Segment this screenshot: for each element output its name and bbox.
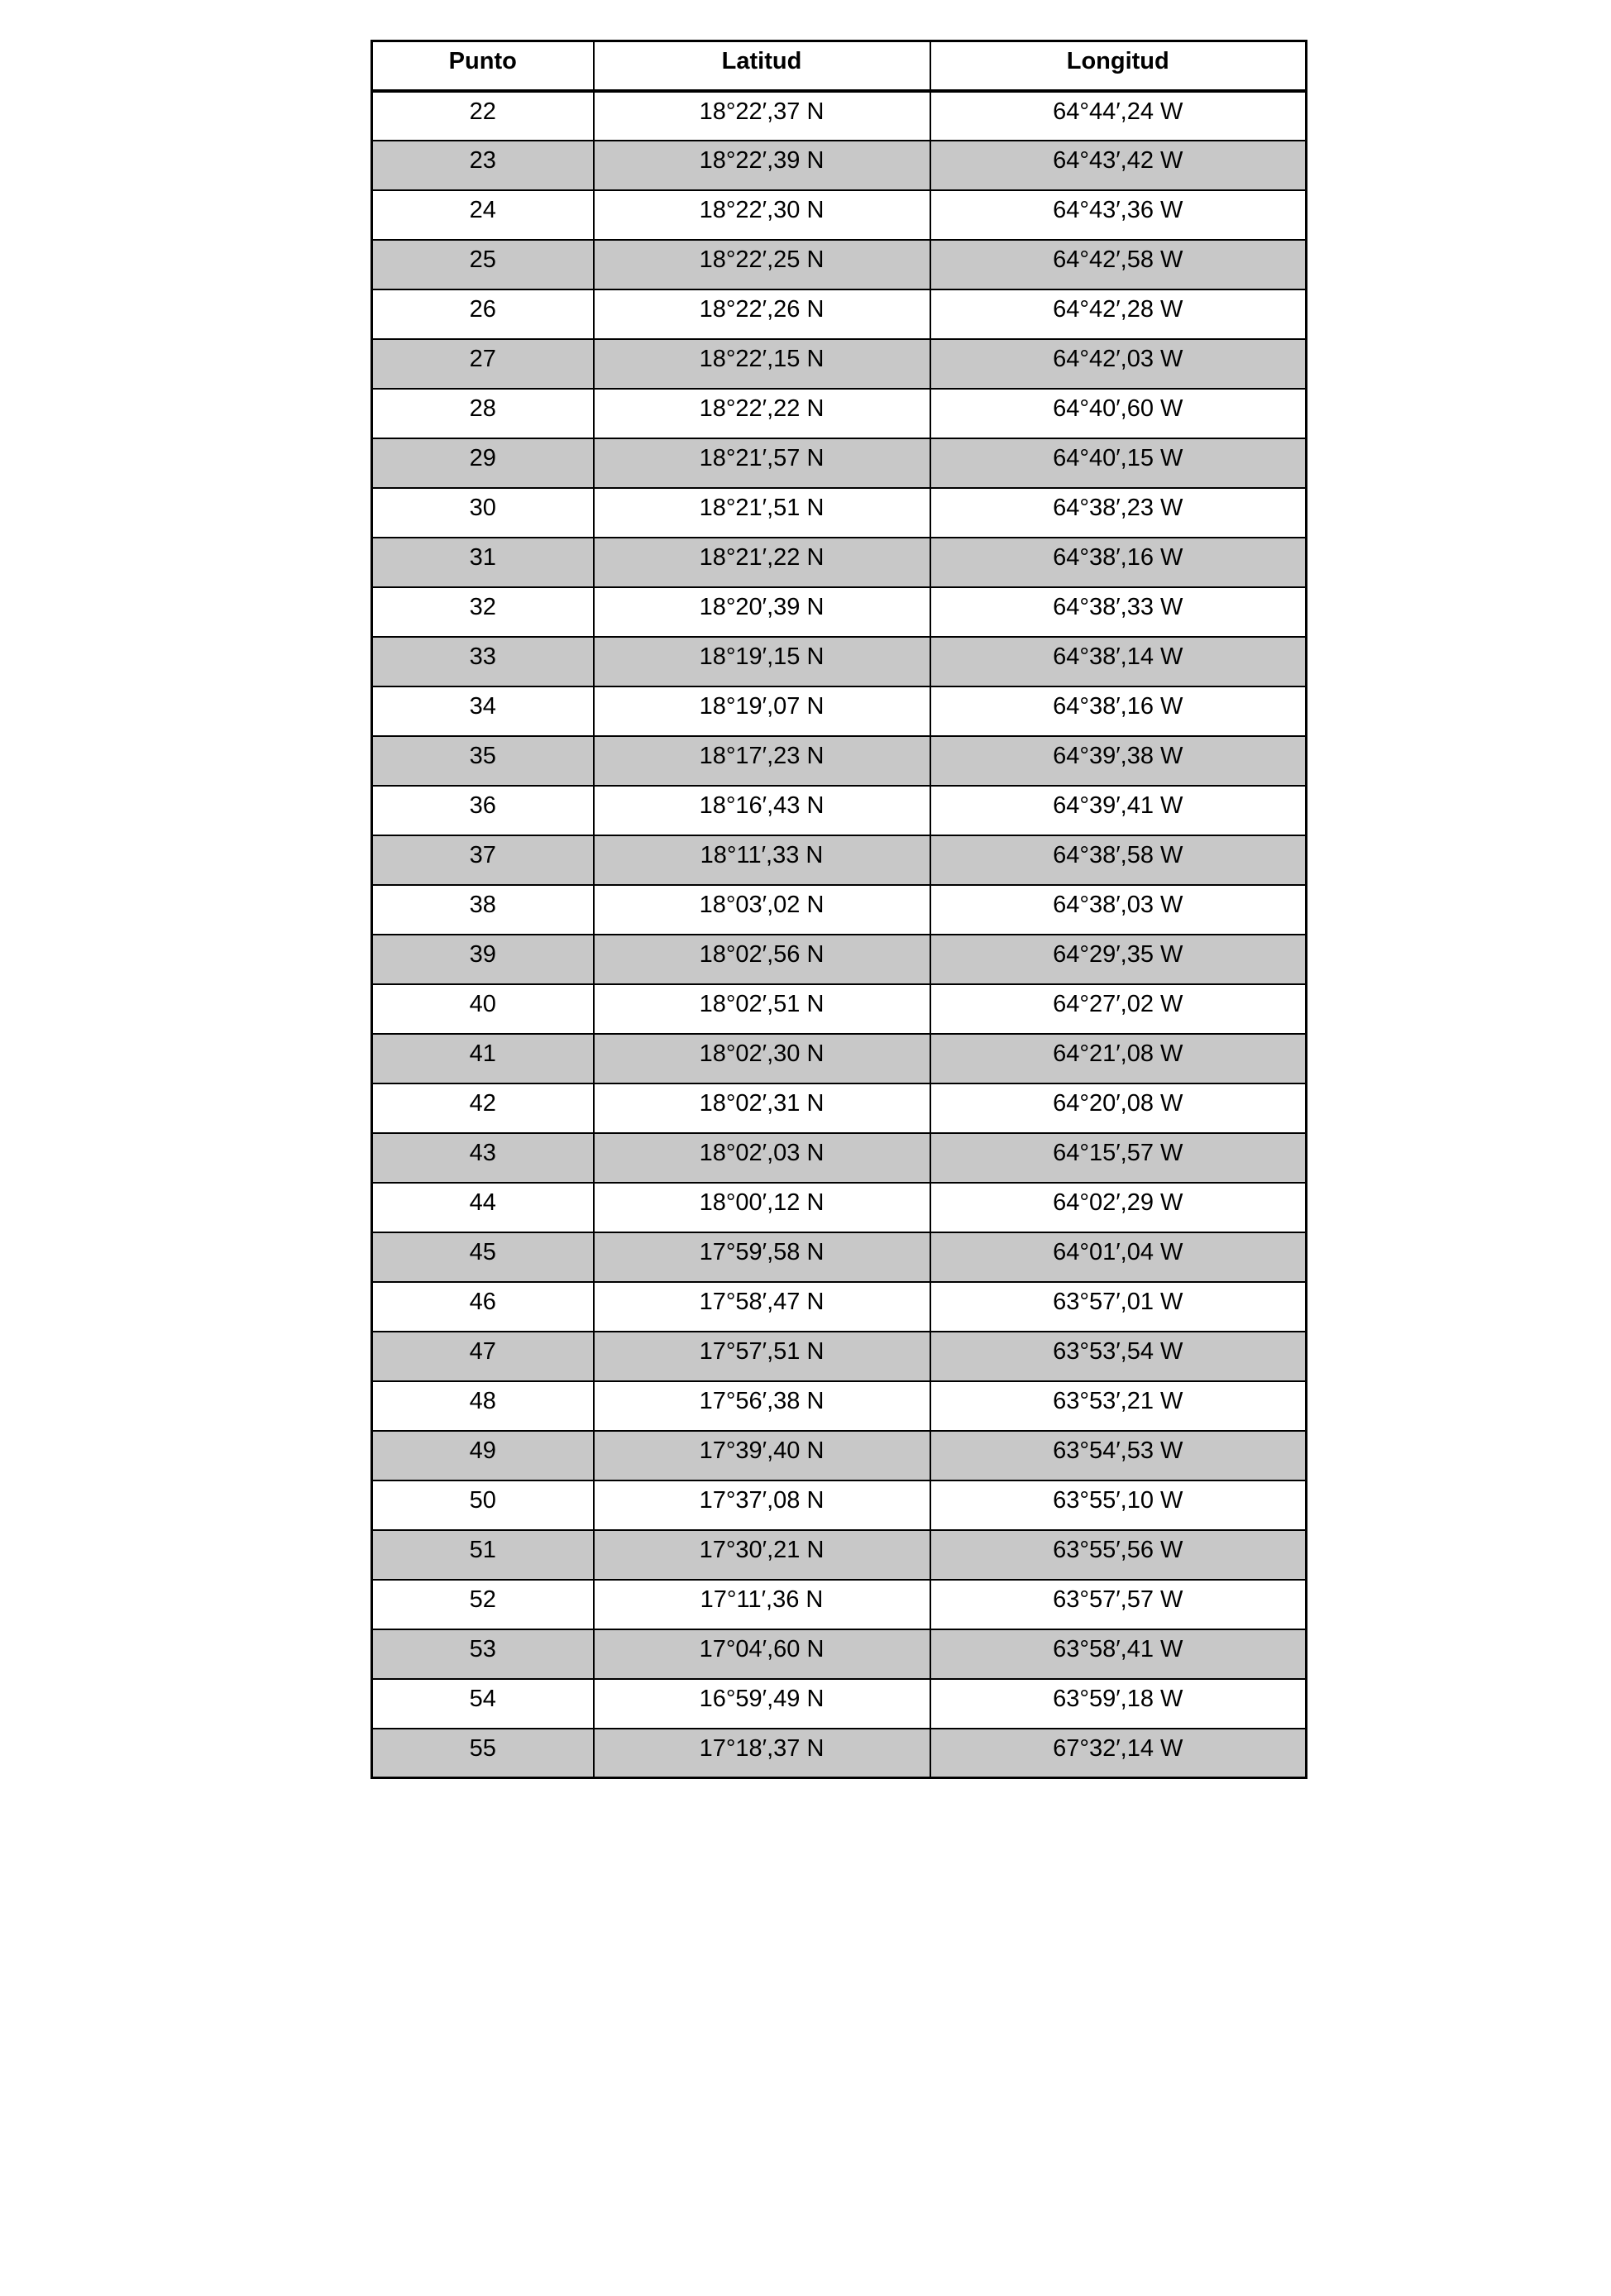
punto-cell: 43 [372, 1133, 594, 1183]
longitud-cell: 63°58′,41 W [930, 1629, 1307, 1679]
table-row [372, 637, 1307, 686]
column-header-punto: Punto [372, 41, 594, 91]
longitud-cell: 64°42′,28 W [930, 289, 1307, 339]
latitud-cell: 17°56′,38 N [594, 1381, 930, 1431]
punto-cell: 52 [372, 1580, 594, 1629]
table-row [372, 1183, 1307, 1232]
table-row [372, 1083, 1307, 1133]
longitud-cell: 64°29′,35 W [930, 935, 1307, 984]
punto-cell: 36 [372, 786, 594, 835]
latitud-cell: 18°22′,39 N [594, 141, 930, 190]
punto-cell: 48 [372, 1381, 594, 1431]
longitud-cell: 64°38′,23 W [930, 488, 1307, 538]
longitud-cell: 63°57′,57 W [930, 1580, 1307, 1629]
longitud-cell: 64°38′,16 W [930, 686, 1307, 736]
latitud-cell: 18°21′,51 N [594, 488, 930, 538]
punto-cell: 55 [372, 1729, 594, 1778]
longitud-cell: 63°57′,01 W [930, 1282, 1307, 1332]
punto-cell: 30 [372, 488, 594, 538]
longitud-cell: 64°02′,29 W [930, 1183, 1307, 1232]
latitud-cell: 17°30′,21 N [594, 1530, 930, 1580]
latitud-cell: 18°02′,51 N [594, 984, 930, 1034]
latitud-cell: 17°11′,36 N [594, 1580, 930, 1629]
latitud-cell: 17°04′,60 N [594, 1629, 930, 1679]
longitud-cell: 64°43′,36 W [930, 190, 1307, 240]
punto-cell: 32 [372, 587, 594, 637]
latitud-cell: 18°19′,15 N [594, 637, 930, 686]
latitud-cell: 17°37′,08 N [594, 1480, 930, 1530]
table-row [372, 1332, 1307, 1381]
table-row [372, 91, 1307, 141]
table-row [372, 1381, 1307, 1431]
longitud-cell: 63°53′,54 W [930, 1332, 1307, 1381]
longitud-cell: 64°38′,03 W [930, 885, 1307, 935]
table-row [372, 587, 1307, 637]
longitud-cell: 67°32′,14 W [930, 1729, 1307, 1778]
table-row [372, 1232, 1307, 1282]
latitud-cell: 18°00′,12 N [594, 1183, 930, 1232]
table-row [372, 736, 1307, 786]
table-row [372, 1133, 1307, 1183]
longitud-cell: 64°39′,41 W [930, 786, 1307, 835]
punto-cell: 37 [372, 835, 594, 885]
punto-cell: 26 [372, 289, 594, 339]
longitud-cell: 63°55′,10 W [930, 1480, 1307, 1530]
longitud-cell: 64°40′,15 W [930, 438, 1307, 488]
latitud-cell: 16°59′,49 N [594, 1679, 930, 1729]
punto-cell: 45 [372, 1232, 594, 1282]
coordinates-table [370, 40, 1307, 1779]
latitud-cell: 17°58′,47 N [594, 1282, 930, 1332]
latitud-cell: 18°02′,30 N [594, 1034, 930, 1083]
table-row [372, 1580, 1307, 1629]
latitud-cell: 18°22′,37 N [594, 91, 930, 141]
longitud-cell: 64°42′,03 W [930, 339, 1307, 389]
table-row [372, 289, 1307, 339]
table-body [372, 91, 1307, 1778]
punto-cell: 31 [372, 538, 594, 587]
latitud-cell: 17°59′,58 N [594, 1232, 930, 1282]
latitud-cell: 18°02′,03 N [594, 1133, 930, 1183]
punto-cell: 29 [372, 438, 594, 488]
longitud-cell: 64°20′,08 W [930, 1083, 1307, 1133]
table-row [372, 339, 1307, 389]
latitud-cell: 18°19′,07 N [594, 686, 930, 736]
column-header-longitud: Longitud [930, 41, 1307, 91]
table-row [372, 1729, 1307, 1778]
column-header-latitud: Latitud [594, 41, 930, 91]
table-row [372, 1679, 1307, 1729]
punto-cell: 49 [372, 1431, 594, 1480]
header-row [372, 41, 1307, 91]
table-row [372, 835, 1307, 885]
latitud-cell: 18°02′,56 N [594, 935, 930, 984]
punto-cell: 39 [372, 935, 594, 984]
punto-cell: 41 [372, 1034, 594, 1083]
longitud-cell: 64°27′,02 W [930, 984, 1307, 1034]
longitud-cell: 64°38′,14 W [930, 637, 1307, 686]
longitud-cell: 63°53′,21 W [930, 1381, 1307, 1431]
latitud-cell: 18°22′,25 N [594, 240, 930, 289]
longitud-cell: 63°59′,18 W [930, 1679, 1307, 1729]
latitud-cell: 18°20′,39 N [594, 587, 930, 637]
table-row [372, 438, 1307, 488]
punto-cell: 27 [372, 339, 594, 389]
table-row [372, 488, 1307, 538]
longitud-cell: 64°38′,16 W [930, 538, 1307, 587]
latitud-cell: 17°18′,37 N [594, 1729, 930, 1778]
table-row [372, 190, 1307, 240]
punto-cell: 23 [372, 141, 594, 190]
latitud-cell: 18°16′,43 N [594, 786, 930, 835]
longitud-cell: 63°54′,53 W [930, 1431, 1307, 1480]
latitud-cell: 18°22′,22 N [594, 389, 930, 438]
longitud-cell: 64°40′,60 W [930, 389, 1307, 438]
table-row [372, 1480, 1307, 1530]
table-row [372, 885, 1307, 935]
latitud-cell: 18°22′,15 N [594, 339, 930, 389]
longitud-cell: 64°39′,38 W [930, 736, 1307, 786]
table-row [372, 141, 1307, 190]
table-row [372, 786, 1307, 835]
table-row [372, 1530, 1307, 1580]
latitud-cell: 17°39′,40 N [594, 1431, 930, 1480]
punto-cell: 24 [372, 190, 594, 240]
longitud-cell: 64°15′,57 W [930, 1133, 1307, 1183]
longitud-cell: 64°42′,58 W [930, 240, 1307, 289]
punto-cell: 34 [372, 686, 594, 736]
table-row [372, 935, 1307, 984]
punto-cell: 40 [372, 984, 594, 1034]
table-row [372, 1282, 1307, 1332]
longitud-cell: 64°43′,42 W [930, 141, 1307, 190]
punto-cell: 53 [372, 1629, 594, 1679]
latitud-cell: 18°22′,30 N [594, 190, 930, 240]
punto-cell: 25 [372, 240, 594, 289]
table-row [372, 1034, 1307, 1083]
table-row [372, 1629, 1307, 1679]
table-row [372, 389, 1307, 438]
table-row [372, 686, 1307, 736]
table-row [372, 538, 1307, 587]
latitud-cell: 17°57′,51 N [594, 1332, 930, 1381]
punto-cell: 38 [372, 885, 594, 935]
table-row [372, 1431, 1307, 1480]
latitud-cell: 18°03′,02 N [594, 885, 930, 935]
punto-cell: 33 [372, 637, 594, 686]
punto-cell: 42 [372, 1083, 594, 1133]
punto-cell: 35 [372, 736, 594, 786]
punto-cell: 46 [372, 1282, 594, 1332]
punto-cell: 28 [372, 389, 594, 438]
latitud-cell: 18°21′,22 N [594, 538, 930, 587]
longitud-cell: 64°38′,58 W [930, 835, 1307, 885]
latitud-cell: 18°17′,23 N [594, 736, 930, 786]
punto-cell: 22 [372, 91, 594, 141]
latitud-cell: 18°11′,33 N [594, 835, 930, 885]
latitud-cell: 18°21′,57 N [594, 438, 930, 488]
table-row [372, 984, 1307, 1034]
latitud-cell: 18°02′,31 N [594, 1083, 930, 1133]
longitud-cell: 64°44′,24 W [930, 91, 1307, 141]
punto-cell: 54 [372, 1679, 594, 1729]
table-row [372, 240, 1307, 289]
punto-cell: 50 [372, 1480, 594, 1530]
punto-cell: 51 [372, 1530, 594, 1580]
punto-cell: 44 [372, 1183, 594, 1232]
punto-cell: 47 [372, 1332, 594, 1381]
longitud-cell: 63°55′,56 W [930, 1530, 1307, 1580]
longitud-cell: 64°01′,04 W [930, 1232, 1307, 1282]
latitud-cell: 18°22′,26 N [594, 289, 930, 339]
longitud-cell: 64°21′,08 W [930, 1034, 1307, 1083]
longitud-cell: 64°38′,33 W [930, 587, 1307, 637]
